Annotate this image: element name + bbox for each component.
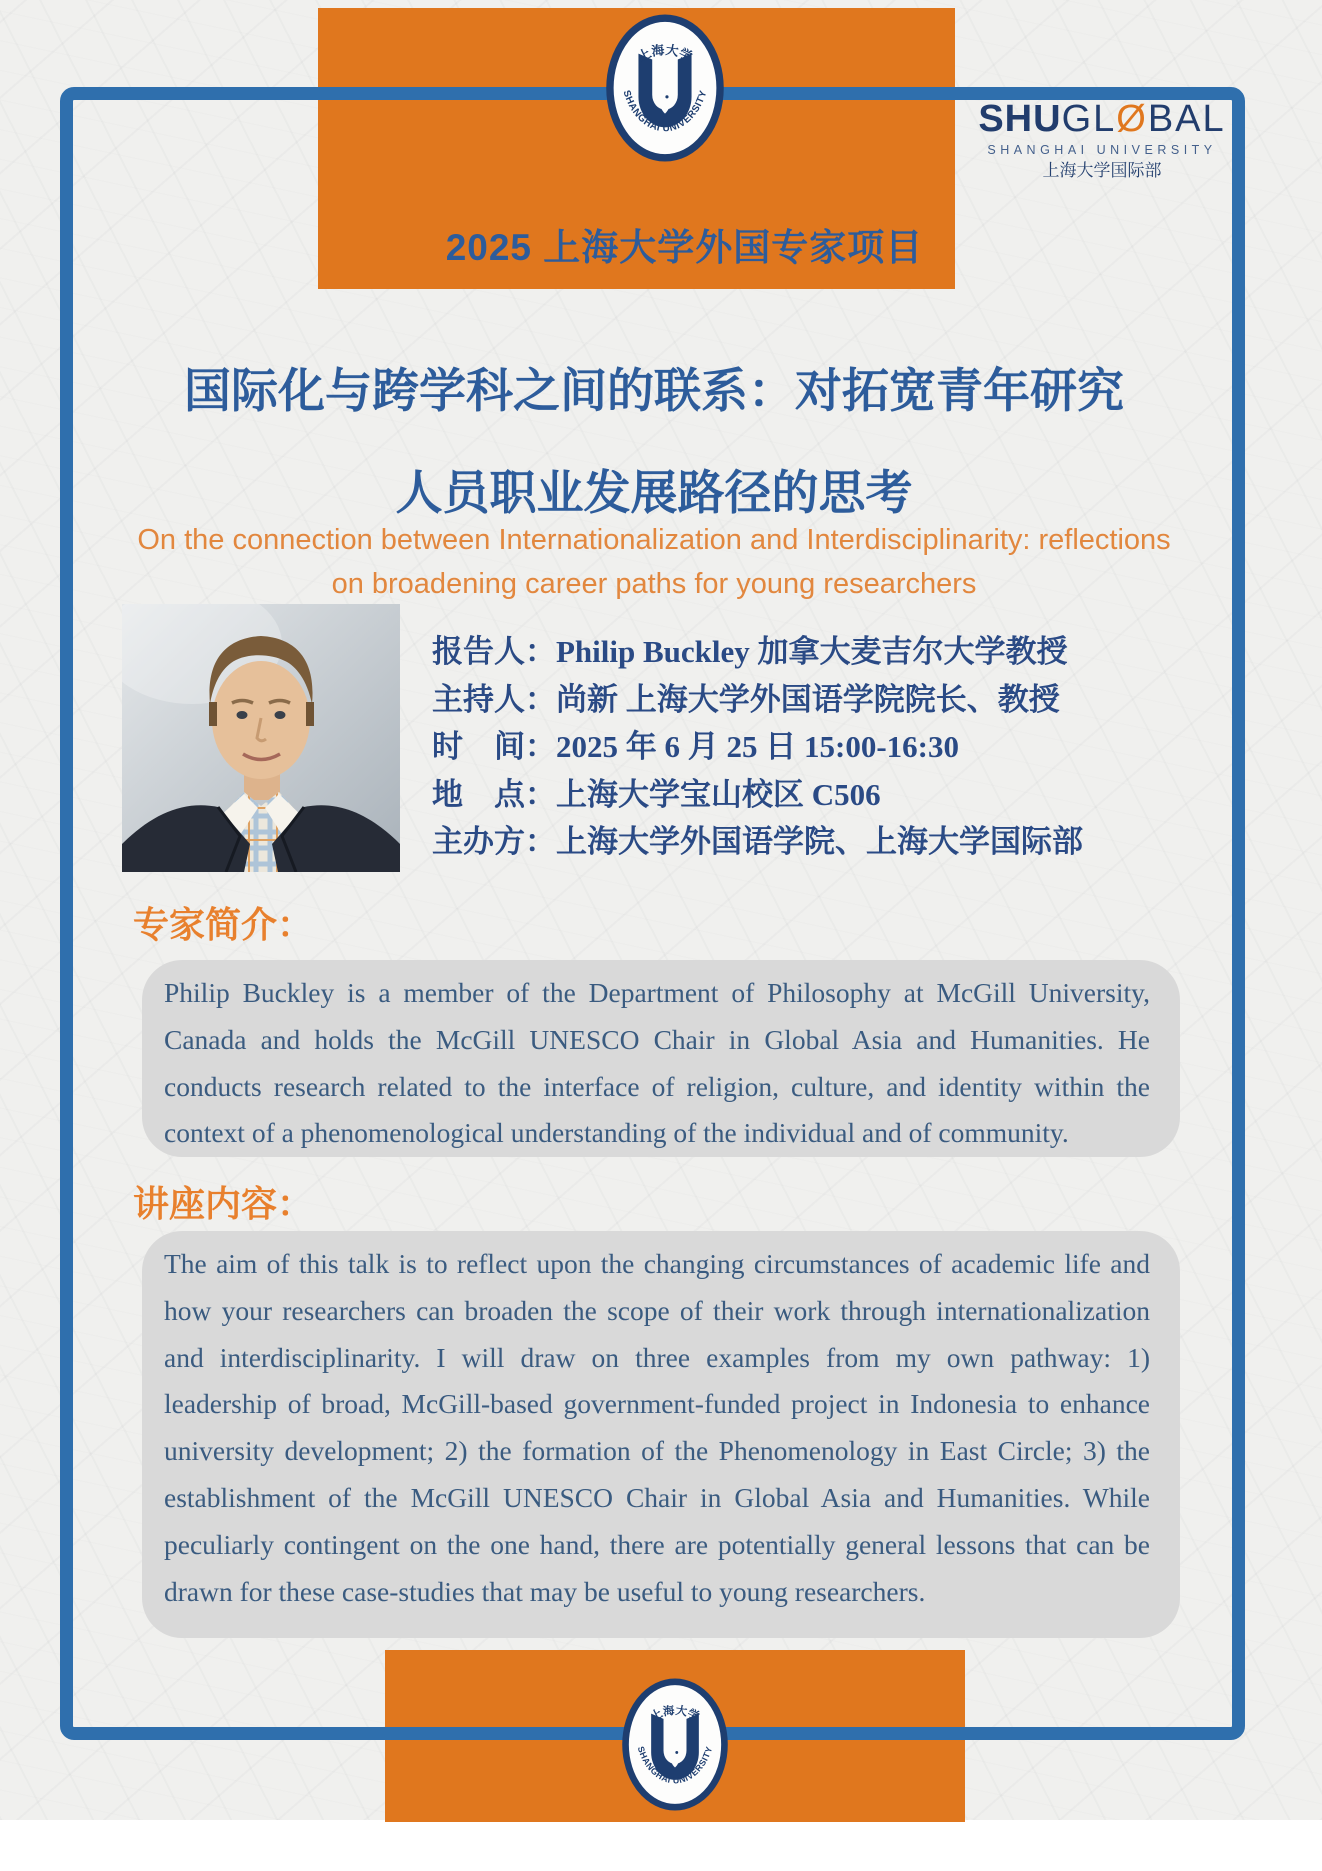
shu-global-logo xyxy=(962,100,1242,179)
detail-label: 报告人： xyxy=(432,634,556,669)
lecture-subtitle-line2: on broadening career paths for young researchers xyxy=(331,568,977,600)
detail-value: Philip Buckley 加拿大麦吉尔大学教授 xyxy=(556,634,1068,669)
detail-label: 时 间： xyxy=(432,729,556,764)
shu-global-subline-en: SHANGHAI UNIVERSITY xyxy=(987,143,1217,157)
detail-value: 2025 年 6 月 25 日 15:00-16:30 xyxy=(556,729,959,764)
detail-value: 上海大学宝山校区 C506 xyxy=(556,776,881,812)
detail-label: 地 点： xyxy=(432,776,556,812)
detail-label: 主持人： xyxy=(432,681,556,717)
event-details xyxy=(432,628,1092,866)
detail-row-speaker xyxy=(432,628,1092,676)
gl-text: GL xyxy=(1061,98,1117,140)
shanghai-university-seal-icon xyxy=(606,13,724,163)
section-heading-lecture-content: 讲座内容： xyxy=(133,1183,314,1224)
shu-text: SHU xyxy=(978,98,1062,140)
shu-global-wordmark xyxy=(962,100,1242,138)
shu-global-subline-cn: 上海大学国际部 xyxy=(1042,160,1162,180)
speaker-photo xyxy=(122,604,400,872)
detail-row-time xyxy=(432,723,1092,771)
lecture-subtitle xyxy=(75,518,1233,606)
shanghai-university-seal-icon-bottom xyxy=(622,1671,728,1818)
lecture-title xyxy=(75,340,1233,544)
lecture-subtitle-line1: On the connection between Internationalization and Interdisciplinarity: reflections xyxy=(137,524,1171,556)
detail-row-host xyxy=(432,676,1092,724)
program-title: 2025 上海大学外国专家项目 xyxy=(445,227,924,268)
expert-profile-text: Philip Buckley is a member of the Department of Philosophy at McGill University, Canada and holds the McGill UNESCO Chair in Global Asia and Humanities. He conducts research related to the interface of religion, culture, and identity within the context of a phenomenological understanding of the individual and of community. xyxy=(164,977,1150,1149)
section-heading-expert-profile: 专家简介： xyxy=(133,904,314,945)
detail-row-organizer xyxy=(432,818,1092,866)
globe-o-icon: Ø xyxy=(1116,98,1148,140)
bal-text: BAL xyxy=(1147,98,1226,140)
detail-value: 上海大学外国语学院、上海大学国际部 xyxy=(556,824,1083,859)
detail-label: 主办方： xyxy=(432,824,556,859)
lecture-title-line1: 国际化与跨学科之间的联系：对拓宽青年研究 xyxy=(184,364,1124,417)
lecture-content-text: The aim of this talk is to reflect upon the changing circumstances of academic life and how your researchers can broaden the scope of their work through internationalization and interdisciplinarity. I will draw on three examples from my own pathway: 1) leadership of broad, McGill-based government-funded project in Indonesia to enhance university development; 2) the formation of the Phenomenology in East Circle; 3) the establishment of the McGill UNESCO Chair in Global Asia and Humanities. While peculiarly contingent on the one hand, there are potentially general lessons that can be drawn for these case-studies that may be useful to young researchers. xyxy=(164,1248,1150,1607)
detail-row-location xyxy=(432,771,1092,819)
lecture-content-box xyxy=(142,1231,1180,1638)
lecture-title-line2: 人员职业发展路径的思考 xyxy=(395,466,913,519)
expert-profile-box xyxy=(142,960,1180,1157)
detail-value: 尚新 上海大学外国语学院院长、教授 xyxy=(556,681,1060,717)
